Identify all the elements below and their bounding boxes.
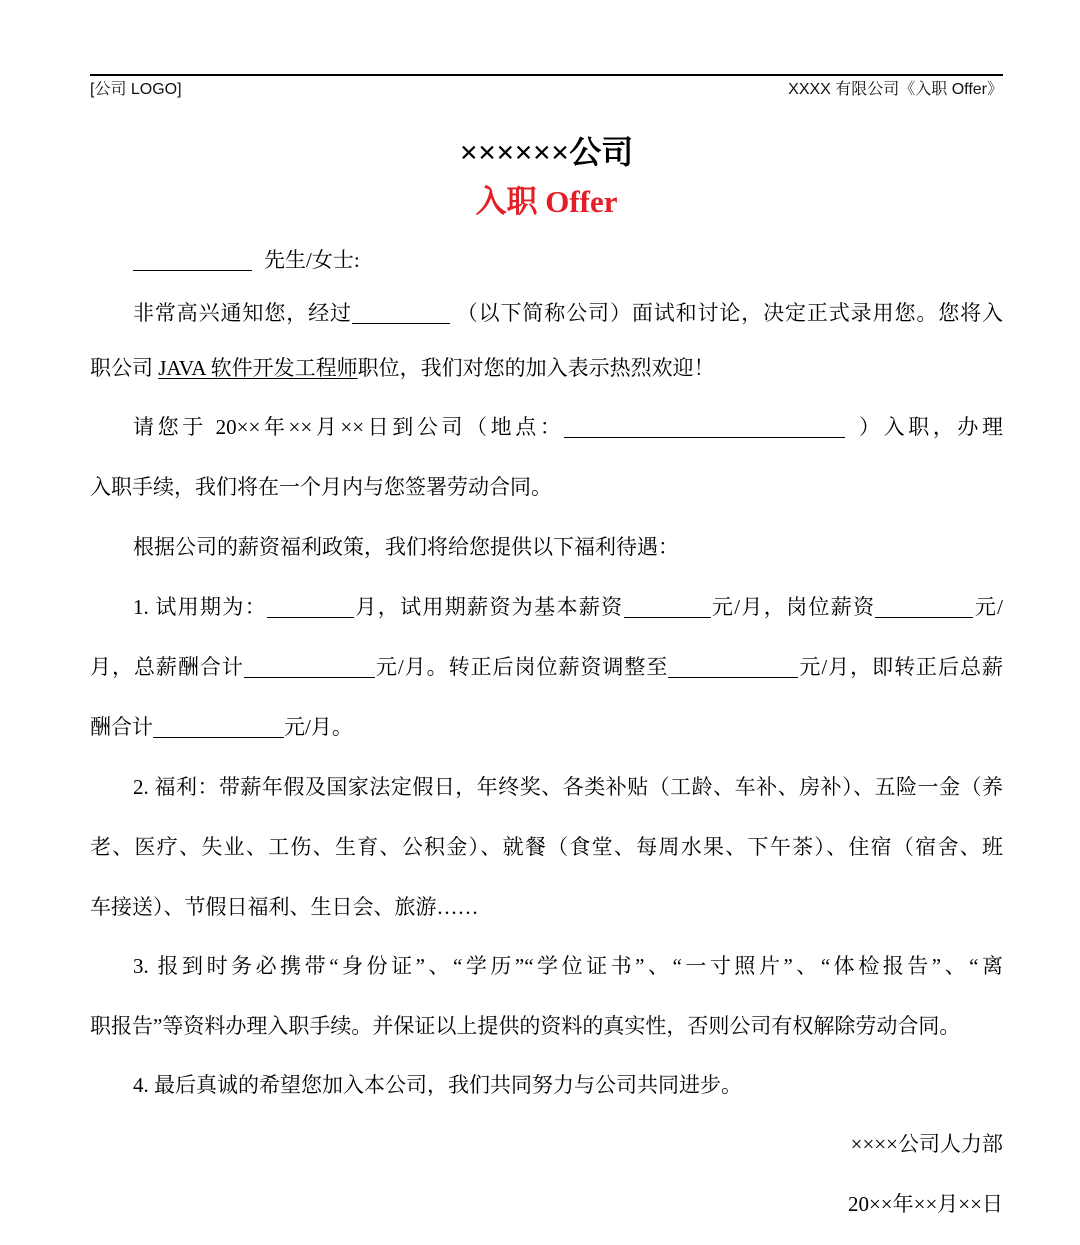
salutation-honorific: 先生/女士: [264,248,360,272]
company-logo-placeholder: [公司 LOGO] [90,81,182,98]
documents-text: 3. 报到时务必携带“身份证”、“学历”“学位证书”、“一寸照片”、“体检报告”、“离 [133,954,1003,978]
salary-line-2 [90,652,1003,682]
intro-line-1 [133,298,1003,328]
welfare-text: 老、医疗、失业、工伤、生育、公积金）、就餐（食堂、每周水果、下午茶）、住宿（宿舍、班 [90,835,1003,859]
arrival-line-2 [90,472,1003,502]
base-salary-blank [624,617,711,618]
salary-text: 酬合计 [90,715,153,739]
welfare-line-3 [90,892,1003,922]
salary-text: 元/月，岗位薪资 [710,595,876,619]
signature-department: ××××公司人力部 [850,1132,1003,1156]
documents-text: 职报告”等资料办理入职手续。并保证以上提供的资料的真实性，否则公司有权解除劳动合同。 [90,1014,961,1038]
benefits-intro-line [133,532,1003,562]
document-label: XXXX 有限公司《入职 Offer》 [788,81,1003,98]
salary-text: 1. 试用期为： [133,595,268,619]
adjusted-salary-blank [668,677,798,678]
salary-text: 元/月，即转正后总薪 [798,655,1003,679]
salary-text: 月，总薪酬合计 [90,655,244,679]
company-name-blank [352,323,450,324]
probation-total-blank [244,677,375,678]
welfare-text: 2. 福利：带薪年假及国家法定假日，年终奖、各类补贴（工龄、车补、房补）、五险一金（养 [133,775,1003,799]
position-title: JAVA 软件开发工程师 [158,356,358,380]
documents-line-2 [90,1011,1003,1041]
candidate-name-blank [133,270,252,271]
offer-subtitle: 入职 Offer [475,184,618,219]
welfare-line-1 [133,772,1003,802]
salary-line-3 [90,712,1003,742]
salary-text: 元/月。转正后岗位薪资调整至 [374,655,669,679]
welfare-line-2 [90,832,1003,862]
position-salary-blank [875,617,973,618]
salary-text: 元/月。 [284,715,353,739]
documents-line-1 [133,951,1003,981]
header-rule [90,74,1003,76]
closing-line [133,1070,1003,1100]
regular-total-blank [153,737,284,738]
intro-text: 职位，我们对您的加入表示热烈欢迎！ [357,356,715,380]
closing-text: 4. 最后真诚的希望您加入本公司，我们共同努力与公司共同进步。 [133,1073,742,1097]
salary-text: 元/ [973,595,1003,619]
company-title: ××××××公司 [459,134,634,170]
benefits-intro-text: 根据公司的薪资福利政策，我们将给您提供以下福利待遇： [133,535,679,559]
intro-text: 非常高兴通知您，经过 [133,301,352,325]
intro-line-2 [90,353,1003,383]
welfare-text: 车接送）、节假日福利、生日会、旅游…… [90,895,479,919]
salary-line-1 [133,592,1003,622]
arrival-text: 请您于 20××年××月××日到公司（地点： [133,415,565,439]
arrival-text: ）入职，办理 [855,415,1004,439]
intro-text: （以下简称公司）面试和讨论，决定正式录用您。您将入 [455,301,1003,325]
arrival-text: 入职手续，我们将在一个月内与您签署劳动合同。 [90,475,552,499]
arrival-line-1 [133,412,1003,442]
signature-date: 20××年××月××日 [847,1192,1003,1216]
intro-text: 职公司 [90,356,153,380]
probation-months-blank [267,617,354,618]
salutation-line [133,245,1003,275]
salary-text: 月，试用期薪资为基本薪资 [354,595,624,619]
location-blank [564,437,845,438]
